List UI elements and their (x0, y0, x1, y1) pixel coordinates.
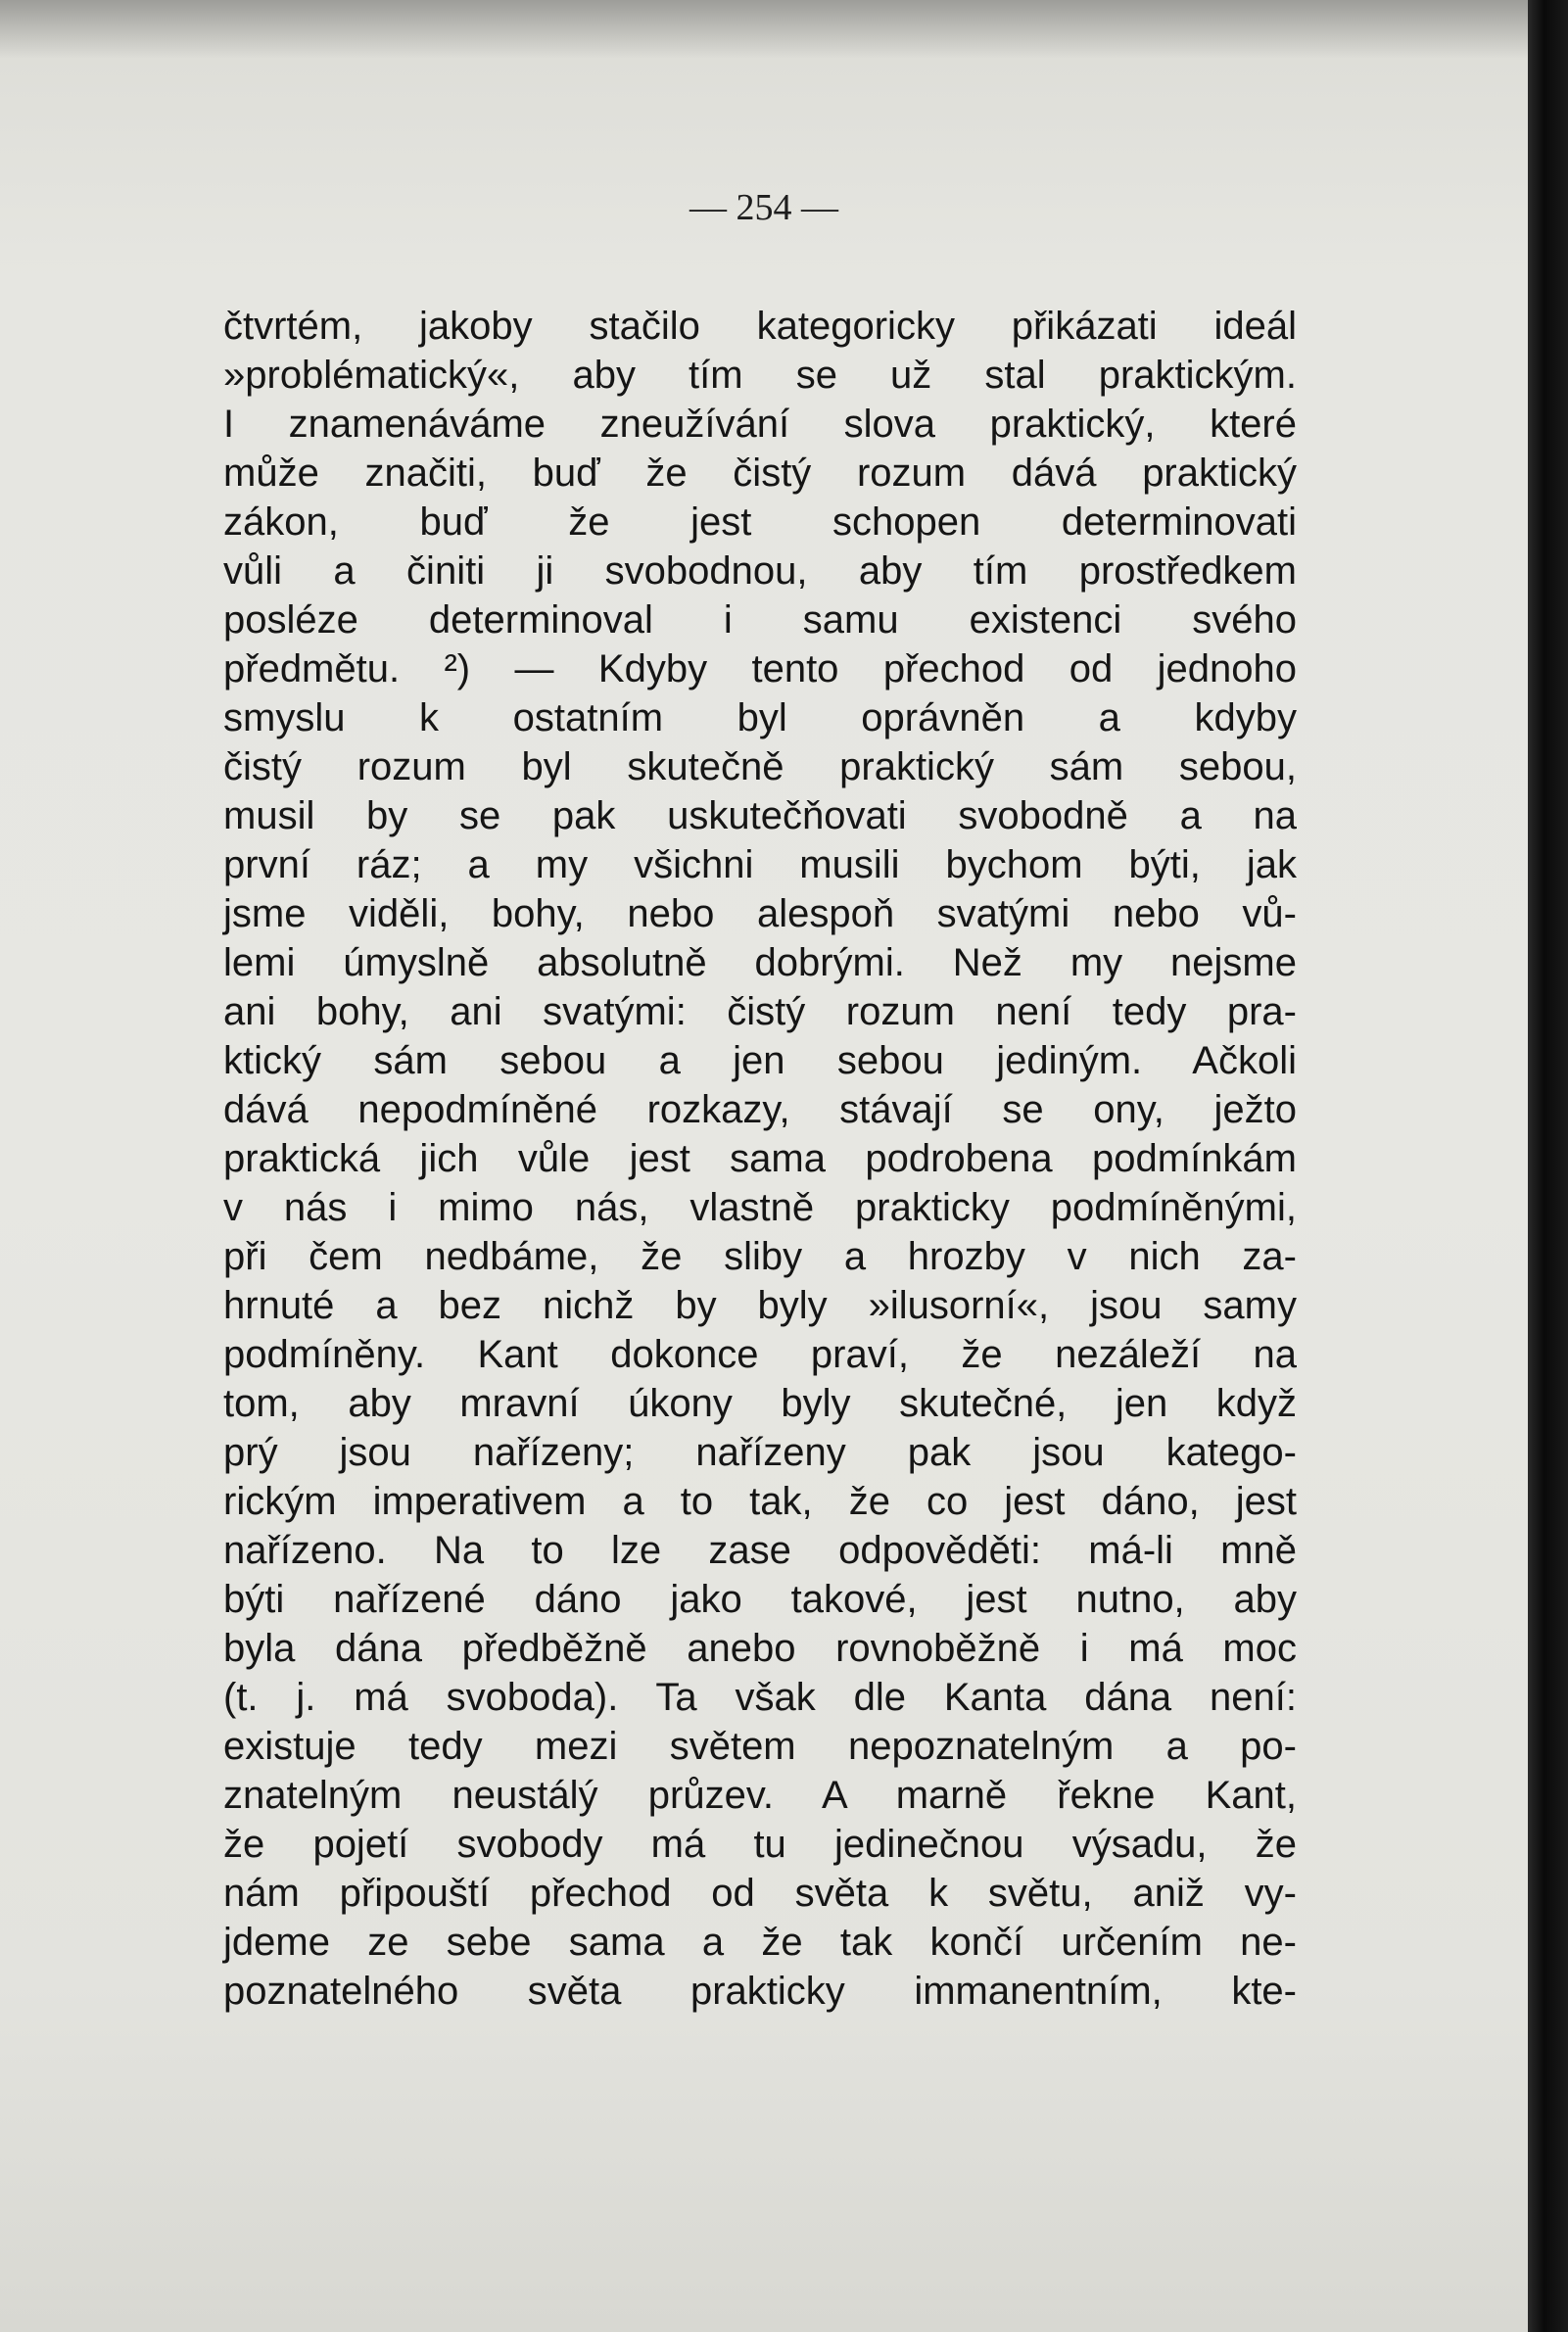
text-line: ktický sám sebou a jen sebou jediným. Ačkoli (223, 1039, 1297, 1082)
text-line: (t. j. má svoboda). Ta však dle Kanta dána není: (223, 1676, 1297, 1719)
text-line: ani bohy, ani svatými: čistý rozum není tedy pra- (223, 990, 1297, 1033)
text-line: jsme viděli, bohy, nebo alespoň svatými nebo vů- (223, 892, 1297, 935)
text-line: může značiti, buď že čistý rozum dává praktický (223, 452, 1297, 495)
text-line: posléze determinoval i samu existenci svého (223, 598, 1297, 642)
text-line: hrnuté a bez nichž by byly »ilusorní«, jsou samy (223, 1284, 1297, 1327)
text-line: rickým imperativem a to tak, že co jest dáno, jest (223, 1480, 1297, 1523)
text-line: první ráz; a my všichni musili bychom býti, jak (223, 843, 1297, 886)
text-line: býti nařízené dáno jako takové, jest nutno, aby (223, 1578, 1297, 1621)
page-number: — 254 — (689, 187, 838, 228)
text-line: smyslu k ostatním byl oprávněn a kdyby (223, 696, 1297, 739)
text-line: nám připouští přechod od světa k světu, aniž vy- (223, 1872, 1297, 1915)
text-line: jdeme ze sebe sama a že tak končí určením ne- (223, 1921, 1297, 1964)
text-line: prý jsou nařízeny; nařízeny pak jsou katego- (223, 1431, 1297, 1474)
text-line: při čem nedbáme, že sliby a hrozby v nich za- (223, 1235, 1297, 1278)
text-line: čistý rozum byl skutečně praktický sám sebou, (223, 745, 1297, 788)
text-line: poznatelného světa prakticky immanentním, kte- (223, 1970, 1297, 2013)
text-line: zákon, buď že jest schopen determinovati (223, 500, 1297, 544)
text-line: existuje tedy mezi světem nepoznatelným a po- (223, 1725, 1297, 1768)
text-line: že pojetí svobody má tu jedinečnou výsadu, že (223, 1823, 1297, 1866)
text-line: lemi úmyslně absolutně dobrými. Než my nejsme (223, 941, 1297, 984)
text-line: v nás i mimo nás, vlastně prakticky podmíněnými, (223, 1186, 1297, 1229)
book-spine-edge (1528, 0, 1568, 2332)
text-line: »problématický«, aby tím se už stal praktickým. (223, 354, 1297, 397)
text-line: tom, aby mravní úkony byly skutečné, jen když (223, 1382, 1297, 1425)
text-line: byla dána předběžně anebo rovnoběžně i má moc (223, 1627, 1297, 1670)
text-line: dává nepodmíněné rozkazy, stávají se ony, ježto (223, 1088, 1297, 1131)
text-line: vůli a činiti ji svobodnou, aby tím prostředkem (223, 549, 1297, 593)
text-line: znatelným neustálý průzev. A marně řekne Kant, (223, 1774, 1297, 1817)
text-line: praktická jich vůle jest sama podrobena podmínkám (223, 1137, 1297, 1180)
text-line: podmíněny. Kant dokonce praví, že nezáleží na (223, 1333, 1297, 1376)
text-line: předmětu. ²) — Kdyby tento přechod od jednoho (223, 647, 1297, 690)
text-line: musil by se pak uskutečňovati svobodně a na (223, 794, 1297, 837)
text-line: čtvrtém, jakoby stačilo kategoricky přikázati ideál (223, 305, 1297, 348)
text-line: I znamenáváme zneužívání slova praktický, které (223, 403, 1297, 446)
body-text (223, 302, 1297, 2016)
text-line: nařízeno. Na to lze zase odpověděti: má-li mně (223, 1529, 1297, 1572)
